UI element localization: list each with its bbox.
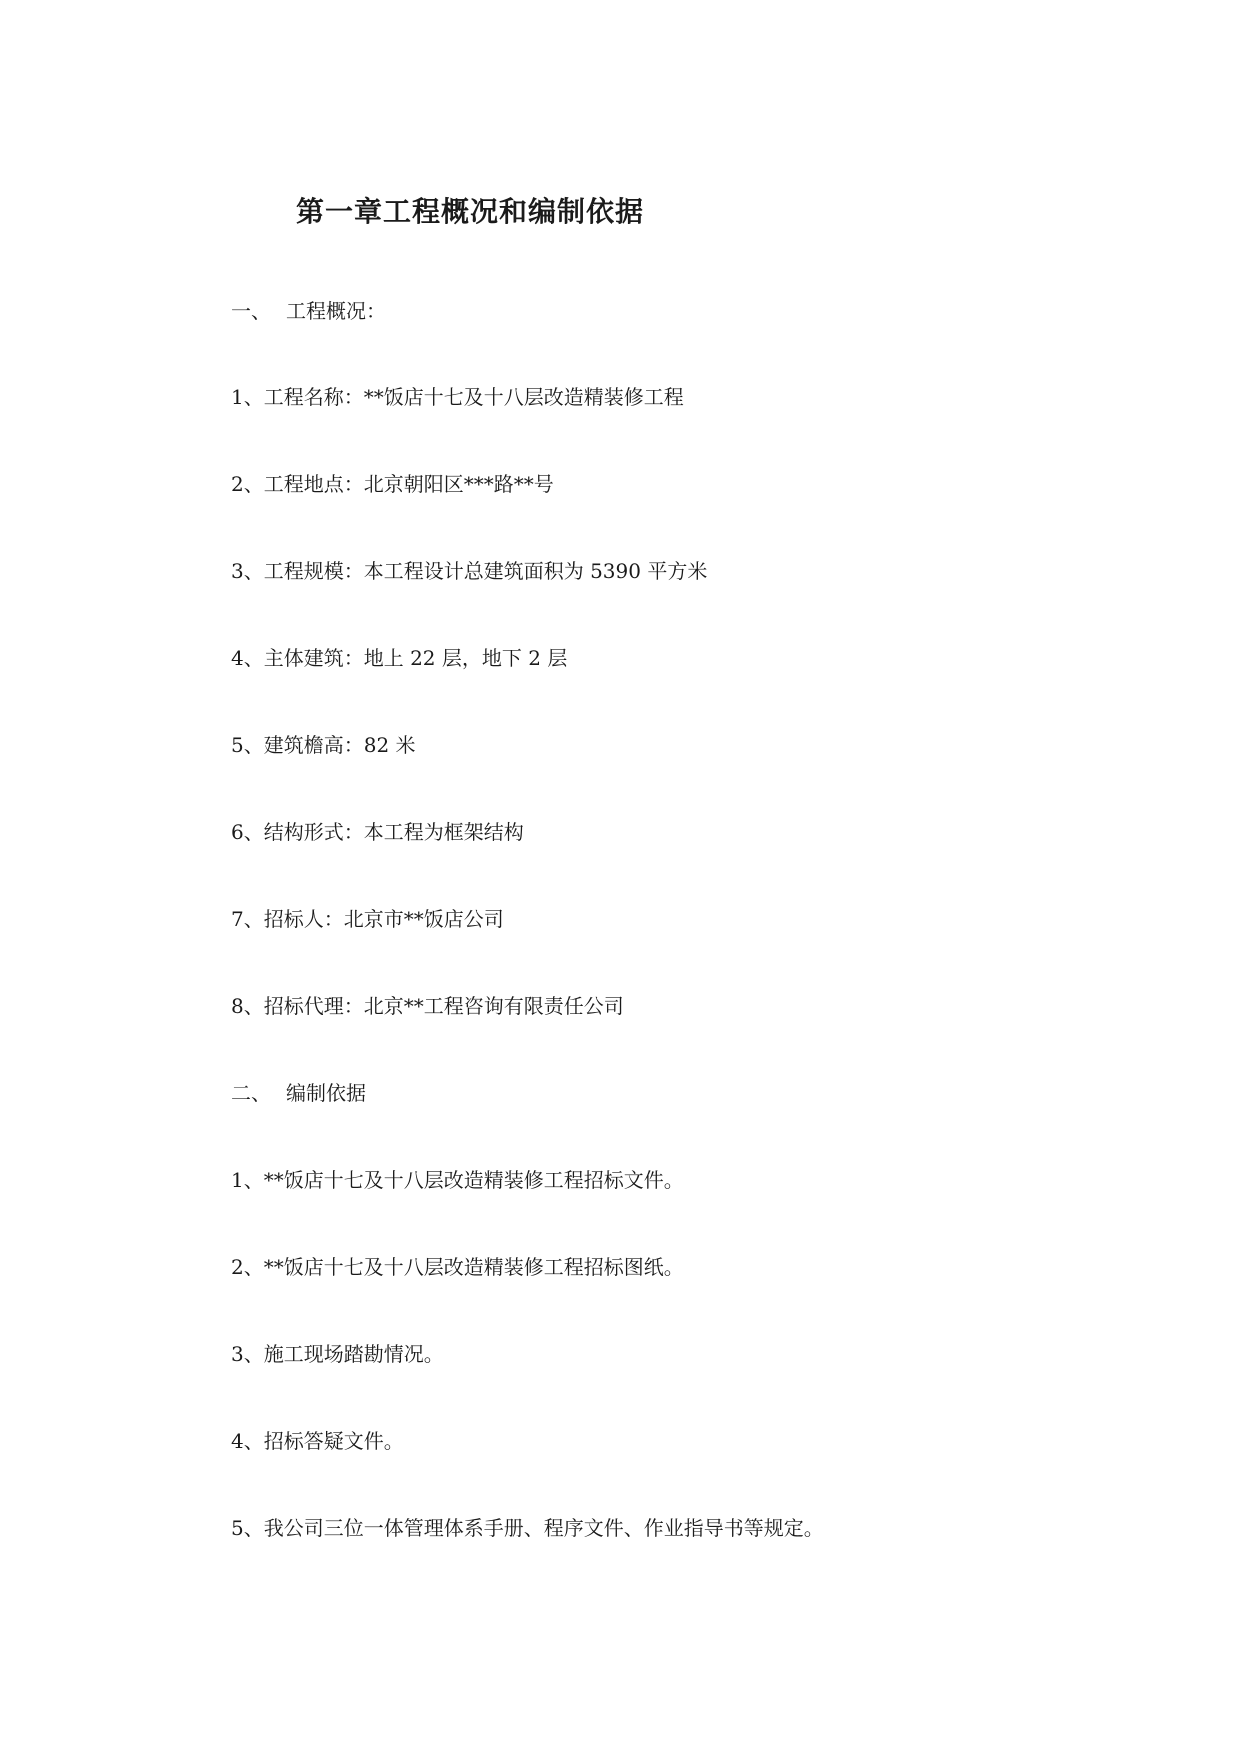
- section-heading-overview: [231, 301, 386, 321]
- overview-item-location: 2、工程地点：北京朝阳区***路**号: [231, 472, 554, 496]
- overview-item-name: 1、工程名称：**饭店十七及十八层改造精装修工程: [231, 385, 684, 409]
- overview-item-height: 5、建筑檐高：82 米: [231, 733, 416, 757]
- basis-item-site-survey: 3、施工现场踏勘情况。: [231, 1342, 444, 1366]
- overview-item-tenderer: 7、招标人：北京市**饭店公司: [231, 907, 504, 931]
- section-marker: 二、: [231, 1081, 271, 1105]
- chapter-title: 第一章工程概况和编制依据: [296, 195, 645, 228]
- section-heading-basis: [231, 1083, 366, 1103]
- overview-item-agent: 8、招标代理：北京**工程咨询有限责任公司: [231, 994, 624, 1018]
- basis-item-qa-doc: 4、招标答疑文件。: [231, 1429, 404, 1453]
- overview-item-structure: 6、结构形式：本工程为框架结构: [231, 820, 524, 844]
- overview-item-scale: 3、工程规模：本工程设计总建筑面积为 5390 平方米: [231, 559, 708, 583]
- section-heading-text: 编制依据: [286, 1081, 366, 1105]
- section-heading-text: 工程概况：: [286, 299, 386, 323]
- basis-item-management-system: 5、我公司三位一体管理体系手册、程序文件、作业指导书等规定。: [231, 1516, 824, 1540]
- basis-item-tender-doc: 1、**饭店十七及十八层改造精装修工程招标文件。: [231, 1168, 684, 1192]
- overview-item-building: 4、主体建筑：地上 22 层，地下 2 层: [231, 646, 568, 670]
- basis-item-tender-drawings: 2、**饭店十七及十八层改造精装修工程招标图纸。: [231, 1255, 684, 1279]
- section-marker: 一、: [231, 299, 271, 323]
